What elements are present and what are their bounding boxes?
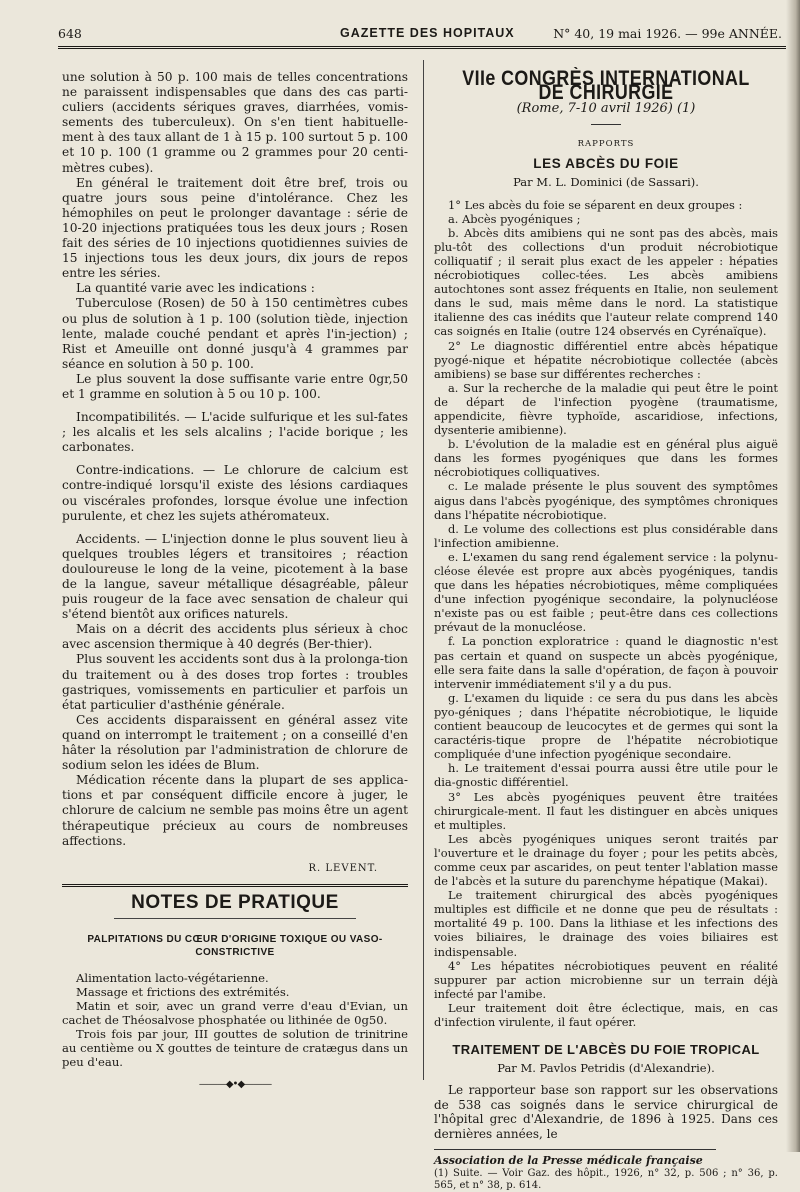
note-line: Alimentation lacto-végétarienne. bbox=[76, 970, 269, 985]
paragraph: b. L'évolution de la maladie est en général plus aiguë dans les formes pyogéniques que dans les formes nécrobiotiques colliquatives. bbox=[434, 437, 778, 480]
page-edge-shadow bbox=[786, 0, 800, 1152]
journal-title: GAZETTE DES HOPITAUX bbox=[340, 26, 515, 40]
paragraph: Le traitement chirurgical des abcès pyogéniques multiples est difficile et ne donne que peu de résultats : mortalité 49 p. 100. Dans la lithiase et les infections des voies biliaires, le drainage des voies biliaires est indispensable. bbox=[434, 888, 778, 959]
ornament-divider: ———◆•◆——— bbox=[198, 1078, 272, 1090]
paragraph: h. Le traitement d'essai pourra aussi être utile pour le dia-gnostic différentiel. bbox=[434, 761, 778, 790]
note-title: PALPITATIONS DU CŒUR D'ORIGINE TOXIQUE OU VASO-CONSTRICTIVE bbox=[87, 933, 383, 958]
article-author: Par M. L. Dominici (de Sassari). bbox=[513, 175, 699, 190]
section-rule bbox=[62, 884, 408, 887]
paragraph: Le plus souvent la dose suffisante varie entre 0gr,50 et 1 gramme en solution à 5 ou 10 p. 100. bbox=[62, 371, 408, 401]
paragraph: Médication récente dans la plupart de ses applica-tions et par conséquent difficile encore à juger, le chlorure de calcium ne semble pas moins être un agent thérapeutique précieux au cours de nombreuses affections. bbox=[62, 773, 408, 848]
page-number: 648 bbox=[58, 26, 82, 41]
paragraph: Tuberculose (Rosen) de 50 à 150 centimètres cubes ou plus de solution à 1 p. 100 (solution tiède, injection lente, malade couché pendant et après l'in-jection) ; Rist et Ameuille ont donné jusqu'à 4 grammes par séance en solution à 50 p. 100. bbox=[62, 296, 408, 371]
paragraph: Accidents. — L'injection donne le plus souvent lieu à quelques troubles légers et transitoires ; réaction douloureuse le long de la veine, picotement à la base de la langue, saveur métallique désagréable, pâleur puis rougeur de la face avec sensation de chaleur qui s'étend bientôt aux orifices naturels. bbox=[62, 531, 408, 622]
footnote: (1) Suite. — Voir Gaz. des hôpit., 1926, n° 32, p. 506 ; n° 36, p. 565, et n° 38, p. 614. bbox=[434, 1168, 778, 1192]
paragraph: Plus souvent les accidents sont dus à la prolonga-tion du traitement ou à des doses trop fortes : troubles gastriques, vomissements en particulier et parfois un état particulier d'asthénie générale. bbox=[62, 652, 408, 712]
paragraph: 4° Les hépatites nécrobiotiques peuvent en réalité suppurer par action microbienne sur un terrain déjà infecté par l'amibe. bbox=[434, 958, 778, 1001]
paragraph: g. L'examen du liquide : ce sera du pus dans les abcès pyo-géniques ; dans l'hépatite nécrobiotique, le liquide contient beaucoup de leucocytes et de germes qui sont la caractéris-tique propre de l'hépatite nécrobiotique compliquée d'une infection pyogénique secondaire. bbox=[434, 690, 778, 762]
association-line: Association de la Presse médicale française bbox=[434, 1154, 703, 1168]
paragraph: a. Sur la recherche de la maladie qui peut être le point de départ de l'infection pyogène (traumatisme, appendicite, fièvre typhoïde, ascaridiose, infections, dysenterie amibienne). bbox=[434, 380, 778, 438]
congress-subtitle: (Rome, 7-10 avril 1926) (1) bbox=[516, 101, 696, 117]
paragraph: 3° Les abcès pyogéniques peuvent être traitées chirurgicale-ment. Il faut les distinguer en abcès uniques et multiples. bbox=[434, 789, 778, 832]
paragraph: La quantité varie avec les indications : bbox=[76, 281, 315, 296]
article-author: Par M. Pavlos Petridis (d'Alexandrie). bbox=[497, 1061, 715, 1076]
paragraph: Contre-indications. — Le chlorure de calcium est contre-indiqué lorsqu'il existe des lésions cardiaques ou viscérales profondes, lorsque évolue une infection purulente, et chez les sujets athéromateux. bbox=[62, 463, 408, 523]
paragraph: c. Le malade présente le plus souvent des symptômes aigus dans l'abcès pyogénique, des symptômes chroniques dans l'hépatite nécrobiotique. bbox=[434, 479, 778, 522]
paragraph: Le rapporteur base son rapport sur les observations de 538 cas soignés dans le service chirurgical de l'hôpital grec d'Alexandrie, de 1896 à 1925. Dans ces dernières années, le bbox=[434, 1083, 778, 1141]
paragraph: Leur traitement doit être éclectique, mais, en cas d'infection virulente, il faut opérer. bbox=[434, 1000, 778, 1029]
rapports-label: RAPPORTS bbox=[577, 139, 635, 150]
paragraph: une solution à 50 p. 100 mais de telles concentrations ne paraissent indispensables que dans des cas parti-culiers (accidents sériques graves, diarrhées, vomis-sements des tuberculeux). On s'en tient habituelle-ment à des taux allant de 1 à 15 p. 100 surtout 5 p. 100 et 10 p. 100 (1 gramme ou 2 grammes pour 20 centi-mètres cubes). bbox=[62, 70, 408, 175]
section-underline bbox=[114, 918, 356, 919]
note-line: Trois fois par jour, III gouttes de solution de trinitrine au centième ou X gouttes de teinture de cratægus dans un peu d'eau. bbox=[62, 1026, 408, 1069]
right-column bbox=[434, 67, 778, 1192]
paragraph: d. Le volume des collections est plus considérable dans l'infection amibienne. bbox=[434, 521, 778, 550]
paragraph: Incompatibilités. — L'acide sulfurique et les sul-fates ; les alcalis et les sels alcalins ; l'acide borique ; les carbonates. bbox=[62, 410, 408, 455]
paragraph: 2° Le diagnostic différentiel entre abcès hépatique pyogé-nique et hépatite nécrobiotique collectée (abcès amibiens) se base sur différentes recherches : bbox=[434, 338, 778, 381]
paragraph: f. La ponction exploratrice : quand le diagnostic n'est pas certain et quand on suspecte un abcès pyogénique, elle sera faite dans la salle d'opération, de façon à pouvoir intervenir immédiatement s'il y a du pus. bbox=[434, 634, 778, 691]
article-title: LES ABCÈS DU FOIE bbox=[533, 156, 679, 172]
paragraph: Ces accidents disparaissent en général assez vite quand on interrompt le traitement ; on a conseillé d'en hâter la résolution par l'administration de chlorure de sodium selon les idées de Blum. bbox=[62, 712, 408, 773]
paragraph: Mais on a décrit des accidents plus sérieux à choc avec ascension thermique à 40 degrés (Ber-thier). bbox=[62, 622, 408, 652]
note-line: Matin et soir, avec un grand verre d'eau d'Evian, un cachet de Théosalvose phosphatée ou lithinée de 0g50. bbox=[62, 998, 408, 1027]
title-rule bbox=[591, 124, 621, 125]
footnote-rule bbox=[434, 1149, 716, 1150]
column-divider bbox=[423, 60, 424, 1080]
paragraph: En général le traitement doit être bref, trois ou quatre jours sous peine d'intolérance. Chez les hémophiles on peut le prolonger davantage : série de 10-20 injections pratiquées tous les deux jours ; Rosen fait des séries de 10 injections quotidiennes suivies de 15 injections tous les deux jours, dix jours de repos entre les séries. bbox=[62, 175, 408, 281]
article-title: TRAITEMENT DE L'ABCÈS DU FOIE TROPICAL bbox=[452, 1042, 760, 1058]
note-line: Massage et frictions des extrémités. bbox=[76, 984, 290, 999]
congress-title: VIIe CONGRÈS INTERNATIONAL DE CHIRURGIE bbox=[462, 67, 750, 105]
header-rule bbox=[58, 46, 786, 49]
issue-info: N° 40, 19 mai 1926. — 99e ANNÉE. bbox=[553, 26, 782, 41]
paragraph: b. Abcès dits amibiens qui ne sont pas des abcès, mais plu-tôt des collections d'un produit nécrobiotique colliquatif ; il serait plus exact de les appeler : hépaties nécrobiotiques collec-tées. Les abcès amibiens autochtones sont assez fréquents en Italie, non seulement dans le sud, mais même dans le nord. La statistique italienne des cas inédits que l'auteur relate comprend 140 cas soignés en Italie (outre 124 observés en Cyrénaïque). bbox=[434, 225, 778, 339]
paragraph: a. Abcès pyogéniques ; bbox=[448, 211, 581, 226]
paragraph: e. L'examen du sang rend également service : la polynu-cléose élevée est propre aux abcès pyogéniques, tandis que dans les hépaties nécrobiotiques, même compliquées d'une infection pyogénique secondaire, la polynucléose n'existe pas ou est faible ; peut-être dans ces collections prévaut de la monucléose. bbox=[434, 549, 778, 635]
author-signature: R. LEVENT. bbox=[308, 862, 378, 874]
section-title: NOTES DE PRATIQUE bbox=[131, 891, 339, 913]
paragraph: 1° Les abcès du foie se séparent en deux groupes : bbox=[448, 197, 743, 212]
left-column bbox=[62, 70, 408, 1092]
paragraph: Les abcès pyogéniques uniques seront traités par l'ouverture et le drainage du foyer ; pour les petits abcès, comme ceux par ascarides, on peut tenter l'ablation masse de l'abcès et la suture du parenchyme hépatique (Makai). bbox=[434, 831, 778, 889]
